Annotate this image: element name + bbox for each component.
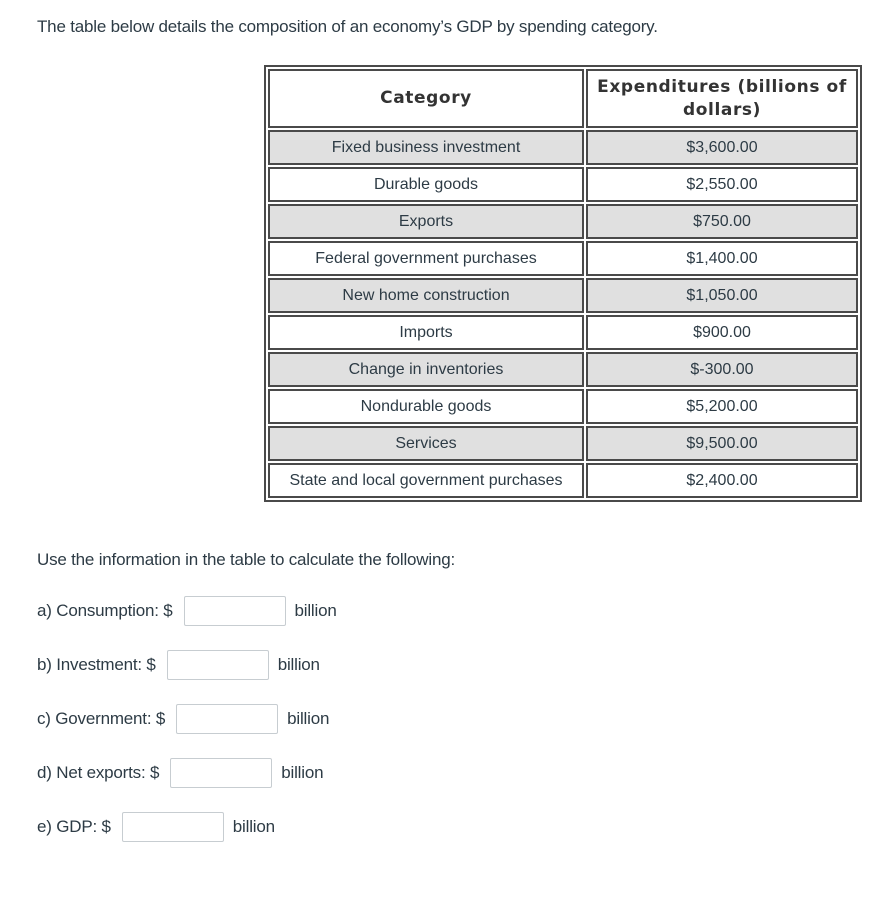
table-row [268, 315, 858, 350]
category-cell: Services [268, 426, 584, 461]
gdp-label: e) GDP: $ [37, 817, 111, 836]
category-cell: Nondurable goods [268, 389, 584, 424]
value-cell: $1,050.00 [586, 278, 858, 313]
question-consumption [37, 595, 337, 627]
investment-unit: billion [277, 655, 320, 674]
category-cell: Durable goods [268, 167, 584, 202]
question-investment [37, 649, 320, 681]
value-cell: $9,500.00 [586, 426, 858, 461]
value-cell: $2,400.00 [586, 463, 858, 498]
table-row [268, 167, 858, 202]
table-row [268, 278, 858, 313]
category-cell: Imports [268, 315, 584, 350]
category-cell: State and local government purchases [268, 463, 584, 498]
net-exports-input[interactable] [170, 758, 272, 788]
consumption-unit: billion [294, 601, 337, 620]
consumption-input[interactable] [184, 596, 286, 626]
consumption-label: a) Consumption: $ [37, 601, 173, 620]
value-cell: $-300.00 [586, 352, 858, 387]
gdp-unit: billion [232, 817, 275, 836]
header-expenditures: Expenditures (billions of dollars) [586, 69, 858, 128]
value-cell: $2,550.00 [586, 167, 858, 202]
table-row [268, 241, 858, 276]
table-row [268, 204, 858, 239]
table-row [268, 463, 858, 498]
value-cell: $5,200.00 [586, 389, 858, 424]
category-cell: New home construction [268, 278, 584, 313]
value-cell: $1,400.00 [586, 241, 858, 276]
gdp-table-container [264, 65, 862, 502]
value-cell: $750.00 [586, 204, 858, 239]
table-row [268, 426, 858, 461]
table-row [268, 130, 858, 165]
question-gdp [37, 811, 275, 843]
investment-input[interactable] [167, 650, 269, 680]
table-row [268, 352, 858, 387]
instructions-text: Use the information in the table to calculate the following: [37, 550, 455, 569]
category-cell: Change in inventories [268, 352, 584, 387]
intro-text: The table below details the composition of an economy’s GDP by spending category. [37, 17, 658, 36]
net-exports-unit: billion [281, 763, 324, 782]
government-label: c) Government: $ [37, 709, 166, 728]
value-cell: $900.00 [586, 315, 858, 350]
table-header-row [268, 69, 858, 128]
net-exports-label: d) Net exports: $ [37, 763, 160, 782]
government-unit: billion [287, 709, 330, 728]
value-cell: $3,600.00 [586, 130, 858, 165]
gdp-table [264, 65, 862, 502]
category-cell: Fixed business investment [268, 130, 584, 165]
government-input[interactable] [176, 704, 278, 734]
investment-label: b) Investment: $ [37, 655, 156, 674]
question-net-exports [37, 757, 323, 789]
table-row [268, 389, 858, 424]
category-cell: Exports [268, 204, 584, 239]
category-cell: Federal government purchases [268, 241, 584, 276]
gdp-input[interactable] [122, 812, 224, 842]
question-government [37, 703, 329, 735]
header-category: Category [268, 69, 584, 128]
